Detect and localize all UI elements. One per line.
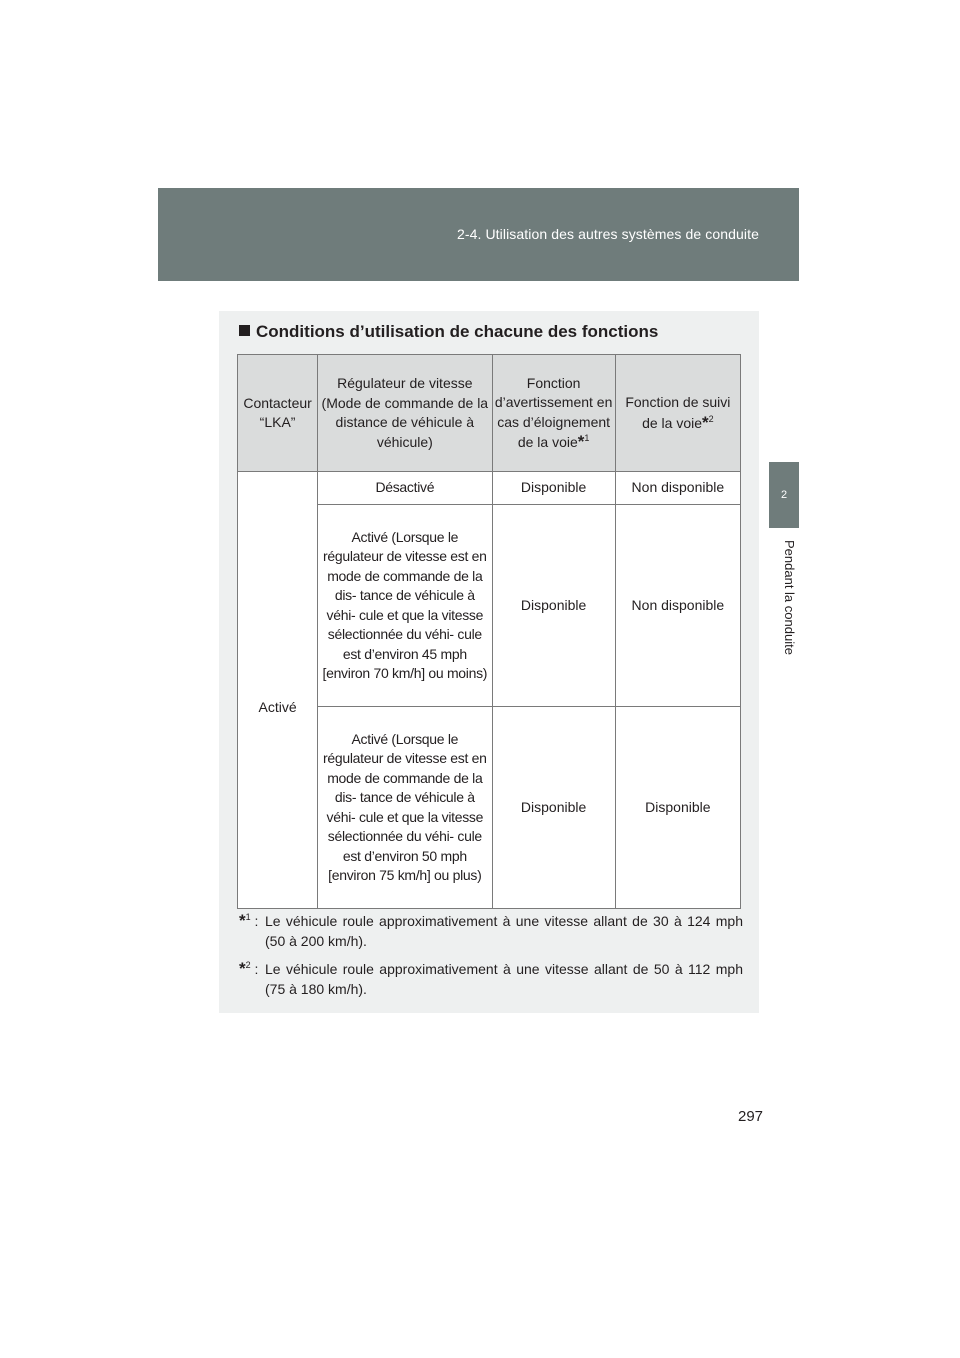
footnote-number: 1 bbox=[245, 912, 251, 922]
square-bullet-icon bbox=[239, 325, 250, 336]
footnote-text: Le véhicule roule approximativement à une vitesse allant de 50 à 112 mph (75 à 180 km/h). bbox=[265, 961, 743, 997]
footnote-1: *$^1$ : Le véhicule roule approximativement à une vitesse allant de 30 à 124 mph (50 à 200 km/h). bbox=[239, 911, 743, 949]
footnote-ref: 1 bbox=[584, 433, 590, 443]
footnote-number: 2 bbox=[245, 960, 251, 970]
warning-cell: Disponible bbox=[492, 505, 615, 707]
table-header-row bbox=[238, 355, 741, 472]
section-heading bbox=[239, 322, 658, 342]
condition-cell: Activé (Lorsque le régulateur de vitesse est en mode de commande de la dis- tance de véhicule à véhi- cule et que la vitesse sélectionnée du véhi- cule est d’environ 45 mph [environ 70 km/h] ou moins) bbox=[318, 505, 492, 707]
tracking-cell: Disponible bbox=[615, 707, 740, 909]
asterisk-icon: * bbox=[577, 432, 585, 451]
asterisk-icon: * bbox=[239, 959, 246, 978]
header-cruise-control: Régulateur de vitesse (Mode de commande de la distance de véhicule à véhicule) bbox=[318, 355, 492, 472]
page-number: 297 bbox=[738, 1108, 764, 1125]
footnote-2: *$^2$ : Le véhicule roule approximativement à une vitesse allant de 50 à 112 mph (75 à 180 km/h). bbox=[239, 959, 743, 997]
chapter-side-label: Pendant la conduite bbox=[782, 540, 797, 655]
table-row bbox=[238, 472, 741, 505]
warning-cell: Disponible bbox=[492, 472, 615, 505]
conditions-table bbox=[237, 354, 741, 909]
lka-state-cell: Activé bbox=[238, 472, 318, 909]
conditions-panel bbox=[219, 311, 759, 1013]
footnote-text: Le véhicule roule approximativement à une vitesse allant de 30 à 124 mph (50 à 200 km/h). bbox=[265, 913, 743, 949]
header-lka-switch: Contacteur “LKA” bbox=[238, 355, 318, 472]
tracking-cell: Non disponible bbox=[615, 505, 740, 707]
condition-cell: Désactivé bbox=[318, 472, 492, 505]
chapter-title: 2-4. Utilisation des autres systèmes de conduite bbox=[456, 226, 759, 242]
section-heading-text: Conditions d’utilisation de chacune des fonctions bbox=[256, 322, 659, 341]
footnote-ref: 2 bbox=[708, 413, 714, 424]
chapter-header bbox=[158, 188, 799, 281]
header-lane-departure-warning: Fonction d’avertissement en cas d’éloignement de la voie*$^1$ bbox=[492, 355, 615, 472]
warning-cell: Disponible bbox=[492, 707, 615, 909]
chapter-tab: 2 bbox=[769, 462, 799, 528]
condition-cell: Activé (Lorsque le régulateur de vitesse est en mode de commande de la dis- tance de véhicule à véhi- cule et que la vitesse sélectionnée du véhi- cule est d’environ 50 mph [environ 75 km/h] ou plus) bbox=[318, 707, 492, 909]
tracking-cell: Non disponible bbox=[615, 472, 740, 505]
asterisk-icon: * bbox=[702, 412, 709, 432]
asterisk-icon: * bbox=[239, 911, 246, 930]
header-lane-tracking: Fonction de suivi de la voie*$^2$ bbox=[615, 355, 740, 472]
